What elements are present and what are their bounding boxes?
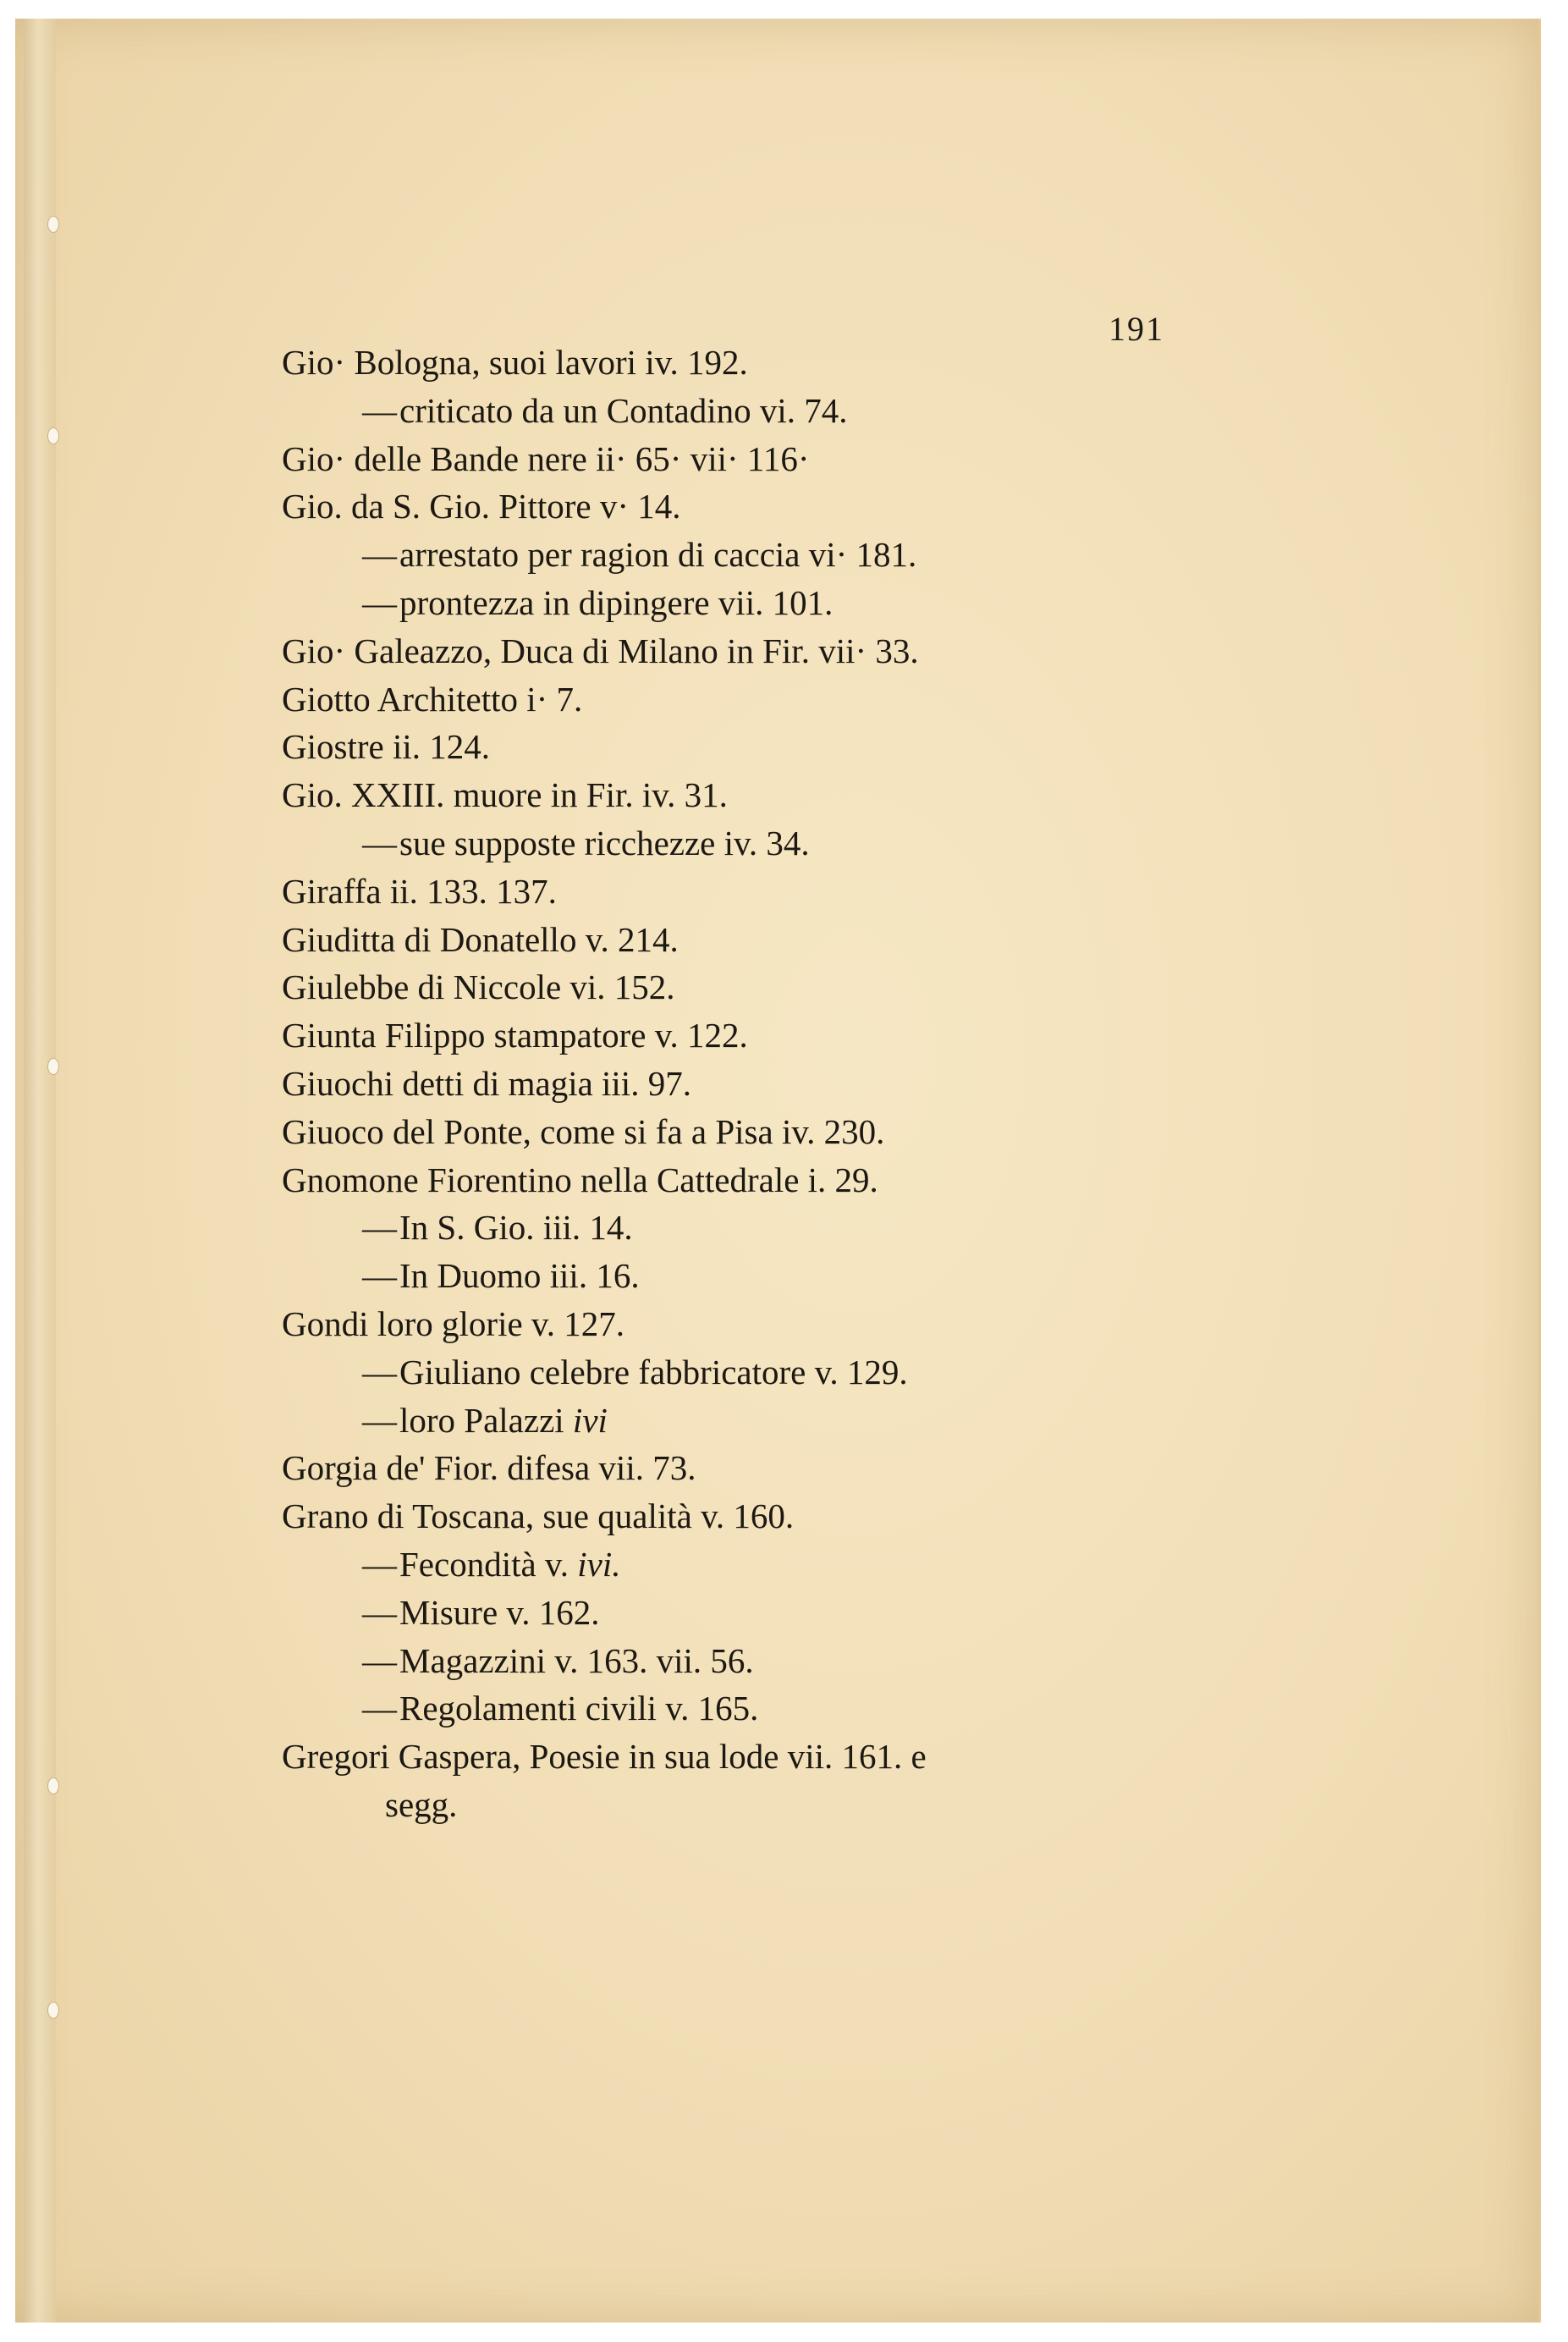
index-entry — [282, 1108, 1213, 1156]
index-entry — [282, 675, 1213, 724]
page-number: 191 — [1109, 310, 1164, 348]
binding-hole — [47, 216, 59, 233]
index-entry — [282, 1492, 1213, 1540]
subentry-dash: — — [362, 582, 397, 622]
binding-hole — [47, 1058, 59, 1075]
binding-hole — [47, 1777, 59, 1794]
index-subentry — [282, 1204, 1213, 1252]
subentry-dash: — — [362, 1256, 397, 1296]
subentry-dash: — — [362, 1689, 397, 1728]
entry-text: Giostre ii. 124. — [282, 727, 490, 767]
entry-text: Grano di Toscana, sue qualità v. 160. — [282, 1496, 795, 1536]
entry-text: Magazzini v. 163. vii. 56. — [399, 1640, 754, 1680]
index-entry — [282, 723, 1213, 771]
index-subentry — [282, 579, 1213, 627]
entry-text: Giuditta di Donatello v. 214. — [282, 919, 679, 959]
subentry-dash: — — [362, 1400, 397, 1440]
subentry-dash: — — [362, 1640, 397, 1680]
entry-text: Giuochi detti di magia iii. 97. — [282, 1063, 691, 1103]
index-entry — [282, 1444, 1213, 1492]
index-entry — [282, 771, 1213, 819]
entry-text: Gregori Gaspera, Poesie in sua lode vii. 161. e — [282, 1737, 927, 1777]
entry-text: Fecondità v. — [399, 1544, 569, 1584]
entry-text: Giuoco del Ponte, come si fa a Pisa iv. 230. — [282, 1111, 885, 1151]
index-subentry — [282, 531, 1213, 579]
entry-italic-reference: ivi. — [577, 1544, 621, 1584]
index-entry — [282, 1733, 1213, 1781]
subentry-dash: — — [362, 1352, 397, 1391]
entry-text: Gio· Bologna, suoi lavori iv. 192. — [282, 343, 748, 382]
entry-italic-reference: ivi — [572, 1400, 608, 1440]
entry-text: Misure v. 162. — [399, 1592, 600, 1632]
index-subentry — [282, 1348, 1213, 1397]
index-entry — [282, 627, 1213, 675]
index-entry — [282, 482, 1213, 531]
index-entry — [282, 1300, 1213, 1348]
subentry-dash: — — [362, 1208, 397, 1248]
entry-text: Gio· delle Bande nere ii· 65· vii· 116· — [282, 438, 810, 478]
entry-text: arrestato per ragion di caccia vi· 181. — [399, 535, 917, 575]
index-entry — [282, 1156, 1213, 1204]
entry-text: Giotto Architetto i· 7. — [282, 679, 583, 719]
index-subentry — [282, 1397, 1213, 1445]
index-entry — [282, 435, 1213, 483]
index-entry — [282, 1060, 1213, 1108]
binding-hole — [47, 2002, 59, 2019]
subentry-dash: — — [362, 390, 397, 430]
subentry-dash: — — [362, 1592, 397, 1632]
index-subentry — [282, 387, 1213, 435]
entry-text: segg. — [385, 1784, 458, 1824]
entry-text: Giulebbe di Niccole vi. 152. — [282, 967, 675, 1007]
index-subentry — [282, 1684, 1213, 1733]
index-entry — [282, 916, 1213, 964]
entry-text: Gio. XXIII. muore in Fir. iv. 31. — [282, 775, 728, 815]
index-entry — [282, 963, 1213, 1011]
index-entries-list — [282, 339, 1213, 1829]
subentry-dash: — — [362, 823, 397, 862]
index-subentry — [282, 819, 1213, 868]
entry-text: In Duomo iii. 16. — [399, 1256, 640, 1296]
entry-text: Regolamenti civili v. 165. — [399, 1689, 759, 1728]
entry-text: Giraffa ii. 133. 137. — [282, 871, 557, 911]
book-spine-edge — [24, 19, 56, 2323]
index-subentry — [282, 1637, 1213, 1685]
entry-text: Gondi loro glorie v. 127. — [282, 1303, 625, 1343]
entry-text: Gnomone Fiorentino nella Cattedrale i. 29. — [282, 1160, 878, 1199]
index-subentry — [282, 1252, 1213, 1300]
index-subentry — [282, 1589, 1213, 1637]
entry-text: criticato da un Contadino vi. 74. — [399, 390, 848, 430]
subentry-dash: — — [362, 1544, 397, 1584]
index-subentry — [282, 1540, 1213, 1589]
subentry-dash: — — [362, 535, 397, 575]
entry-text: prontezza in dipingere vii. 101. — [399, 582, 834, 622]
entry-text: Gio· Galeazzo, Duca di Milano in Fir. vii· 33. — [282, 631, 919, 670]
entry-text: sue supposte ricchezze iv. 34. — [399, 823, 810, 862]
index-entry-continuation — [282, 1781, 1213, 1829]
index-entry — [282, 868, 1213, 916]
entry-text: Gorgia de' Fior. difesa vii. 73. — [282, 1448, 696, 1488]
entry-text: loro Palazzi — [399, 1400, 564, 1440]
binding-hole — [47, 427, 59, 444]
index-entry — [282, 339, 1213, 387]
entry-text: Giunta Filippo stampatore v. 122. — [282, 1016, 748, 1055]
index-entry — [282, 1011, 1213, 1060]
entry-text: Gio. da S. Gio. Pittore v· 14. — [282, 487, 681, 526]
entry-text: Giuliano celebre fabbricatore v. 129. — [399, 1352, 908, 1391]
entry-text: In S. Gio. iii. 14. — [399, 1208, 633, 1248]
